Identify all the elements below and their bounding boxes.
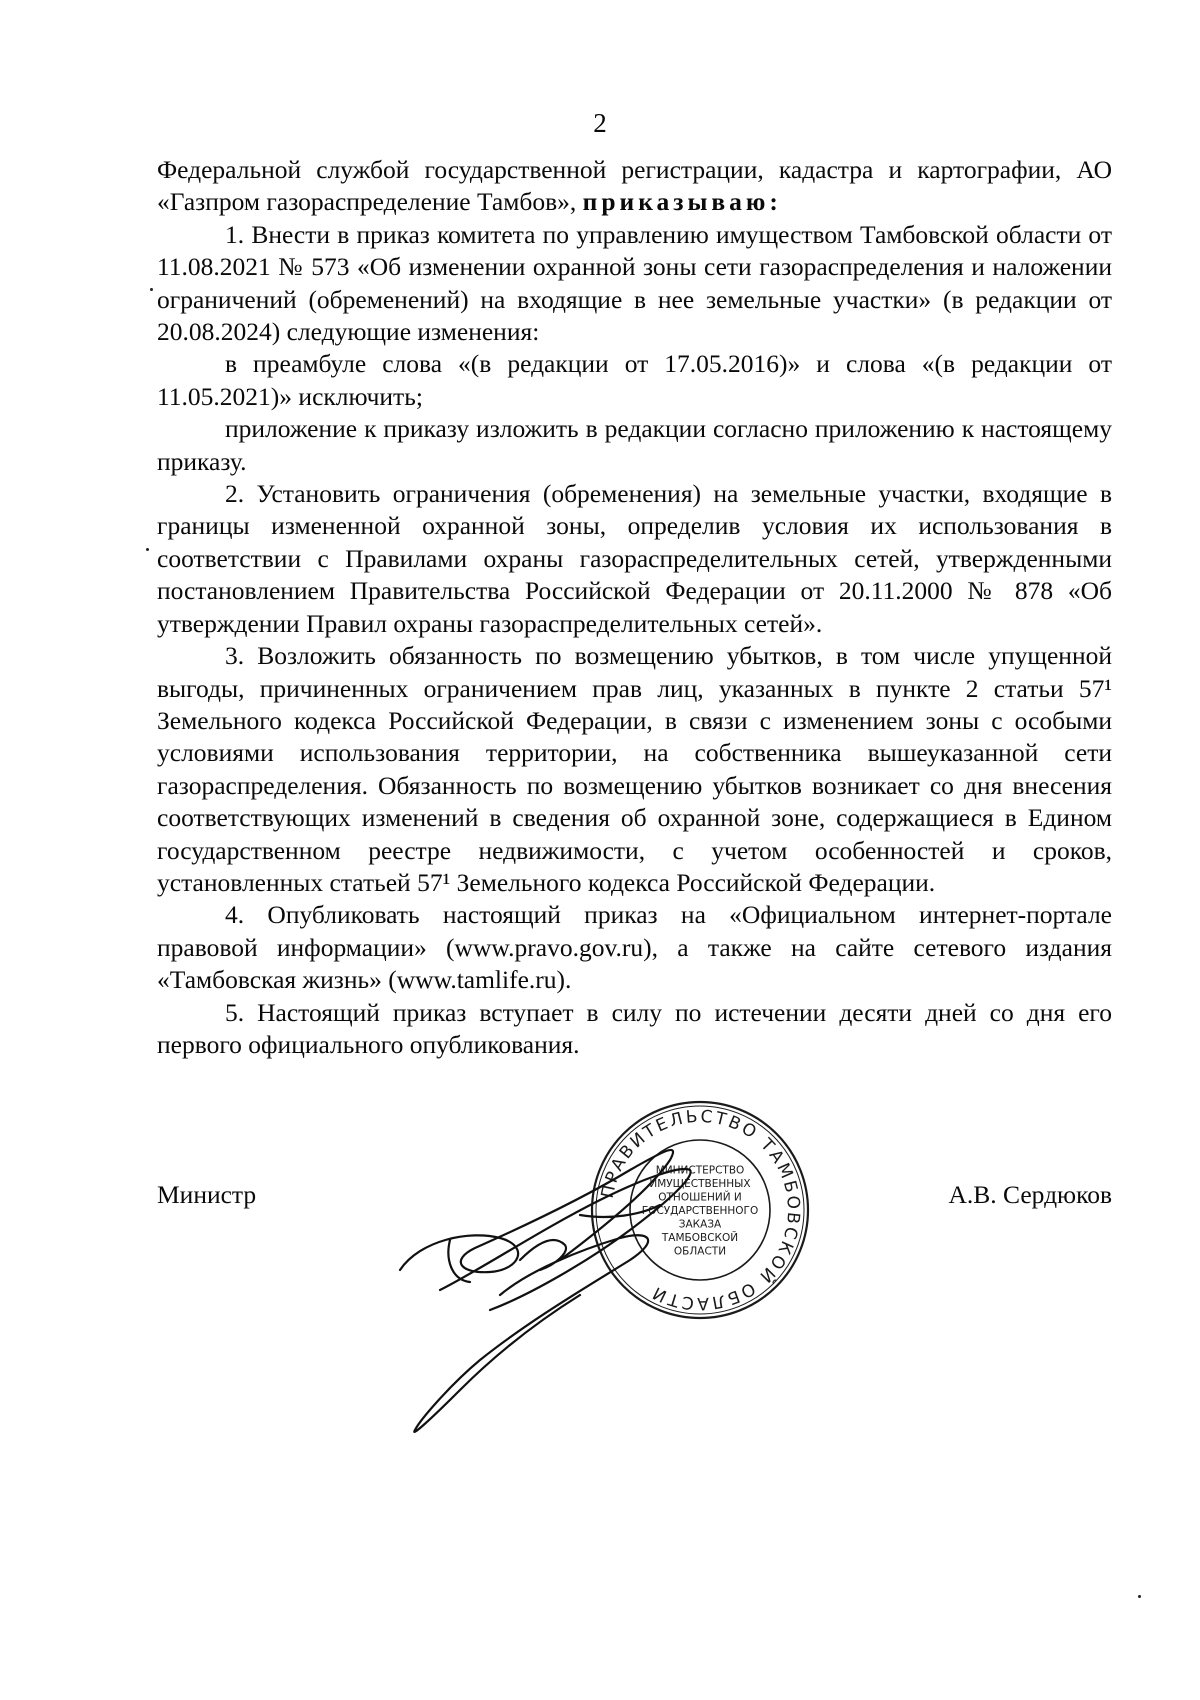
scan-speck	[1138, 1595, 1141, 1598]
intro-text: Федеральной службой государственной регистрации, кадастра и картографии, АО «Газпром газораспределение Тамбов»,	[157, 155, 1112, 217]
scan-speck	[150, 288, 153, 291]
seal-inner-line: ЗАКАЗА	[678, 1218, 722, 1231]
paragraph-item-4: 4. Опубликовать настоящий приказ на «Официальном интернет-портале правовой информации» (www.pravo.gov.ru), а также на сайте сетевого издания «Тамбовская жизнь» (www.tamlife.ru).	[157, 900, 1112, 995]
paragraph-item-5: 5. Настоящий приказ вступает в силу по истечении десяти дней со дня его первого официального опубликования.	[157, 997, 1112, 1059]
page-number: 2	[593, 108, 607, 138]
paragraph-item-2: 2. Установить ограничения (обременения) на земельные участки, входящие в границы измененной охранной зоны, определив условия их использования в соответствии с Правилами охраны газораспределительных сетей, утвержденными постановлением Правительства Российской Федерации от 20.11.2000 № 878 «Об утверждении Правил охраны газораспределительных сетей».	[157, 479, 1112, 638]
signer-position: Министр	[157, 1180, 257, 1209]
paragraph-item-3: 3. Возложить обязанность по возмещению убытков, в том числе упущенной выгоды, причиненных ограничением прав лиц, указанных в пункте 2 статьи 57¹ Земельного кодекса Российской Федерации, в связи с изменением зоны с особыми условиями использования территории, на собственника вышеуказанной сети газораспределения. Обязанность по возмещению убытков возникает со дня внесения соответствующих изменений в сведения об охранной зоне, содержащиеся в Едином государственном реестре недвижимости, с учетом особенностей и сроков, установленных статьей 57¹ Земельного кодекса Российской Федерации.	[157, 641, 1112, 897]
paragraph-item-1-appendix: приложение к приказу изложить в редакции согласно приложению к настоящему приказу.	[157, 414, 1112, 476]
seal-inner-line: ОТНОШЕНИЙ И	[658, 1191, 742, 1204]
paragraph-item-1: 1. Внести в приказ комитета по управлению имуществом Тамбовской области от 11.08.2021 № 573 «Об изменении охранной зоны сети газораспределения и наложении ограничений (обременений) на входящие в нее земельные участки» (в редакции от 20.08.2024) следующие изменения:	[157, 219, 1112, 347]
seal-ring-text: ПРАВИТЕЛЬСТВО ТАМБОВСКОЙ ОБЛАСТИ	[597, 1106, 804, 1314]
seal-inner-line: ТАМБОВСКОЙ	[661, 1232, 739, 1244]
signer-name: А.В. Сердюков	[948, 1180, 1112, 1209]
scan-speck	[146, 548, 149, 551]
seal-inner-line: ГОСУДАРСТВЕННОГО	[641, 1205, 759, 1217]
paragraph-item-1-preamble: в преамбуле слова «(в редакции от 17.05.2016)» и слова «(в редакции от 11.05.2021)» исключить;	[157, 349, 1112, 411]
seal-inner-line: МИНИСТЕРСТВО	[655, 1164, 745, 1177]
paragraph-intro	[157, 154, 1112, 219]
seal-inner-line: ОБЛАСТИ	[673, 1245, 727, 1258]
order-keyword-colon: :	[769, 187, 782, 217]
order-keyword: приказываю	[582, 187, 770, 217]
document-body	[157, 154, 1112, 1061]
handwritten-signature-icon	[380, 1120, 710, 1440]
seal-inner-line: ИМУЩЕСТВЕННЫХ	[649, 1178, 751, 1190]
